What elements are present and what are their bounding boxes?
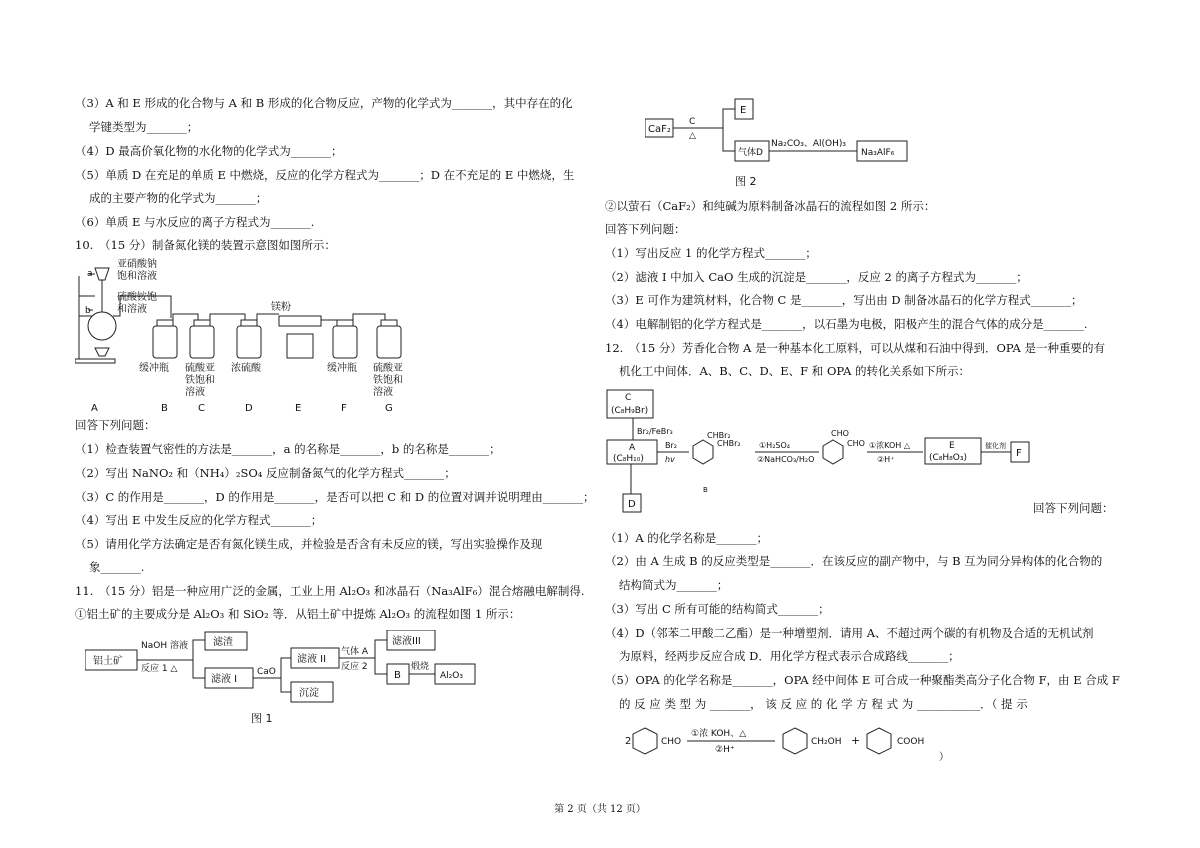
box-na3alf6: Na₃AlF₆	[861, 148, 895, 158]
bottle-f	[333, 320, 357, 358]
coef-2: 2	[625, 736, 632, 747]
q11b-line-1: ②以萤石（CaF₂）和纯碱为原料制备冰晶石的流程如图 2 所示：	[605, 199, 936, 213]
q12-line-5: （4）D（邻苯二甲酸二乙酯）是一种增塑剂．请用 A、不超过两个碳的有机物及合适的无机试剂	[605, 626, 1094, 640]
q10-title: 10. （15 分）制备氮化镁的装置示意图如图所示：	[75, 238, 336, 252]
answer-hint: 回答下列问题：	[1033, 501, 1114, 515]
compound-c-formula: (C₈H₉Br)	[611, 406, 649, 416]
box-bauxite: 铝土矿	[93, 656, 123, 667]
q11-line-2: ①铝土矿的主要成分是 Al₂O₃ 和 SiO₂ 等．从铝土矿中提炼 Al₂O₃ 的流程如图 1 所示：	[75, 607, 521, 621]
letter-b: B	[161, 403, 168, 414]
hint-plus: +	[851, 734, 861, 747]
q9-line-4: （5）单质 D 在充足的单质 E 中燃烧，反应的化学方程式为_______；D 在不充足的 E 中燃烧，生	[75, 168, 575, 182]
reagent-br2-febr3: Br₂/FeBr₃	[637, 427, 673, 436]
benzene-ring-2	[783, 728, 807, 754]
b-group-2: CHBr₂	[717, 439, 741, 448]
bottle-d	[237, 320, 261, 358]
q9-line-2: 学键类型为_______；	[89, 120, 199, 134]
hint-equation	[625, 720, 985, 770]
label-a: a	[87, 269, 93, 279]
benzene-ring-1	[633, 728, 657, 754]
label-nh4-2: 和溶液	[117, 304, 147, 315]
opa-group-2: CHO	[847, 439, 865, 448]
reagent-h-plus: ②H⁺	[877, 455, 895, 464]
q10-line-6: 象_______.	[89, 560, 145, 574]
q10-line-4: （4）写出 E 中发生反应的化学方程式_______；	[75, 513, 323, 527]
q10-line-3: （3）C 的作用是_______，D 的作用是_______，是否可以把 C 和 D 的位置对调并说明理由_______；	[75, 490, 595, 504]
compound-e-label: E	[949, 441, 955, 451]
letter-f: F	[341, 403, 347, 414]
box-filtrate-1: 滤液 I	[211, 674, 238, 685]
caption-c-3: 溶液	[185, 387, 205, 398]
q11b-line-4: （2）滤液 I 中加入 CaO 生成的沉淀是_______，反应 2 的离子方程式为_______；	[605, 270, 1028, 284]
caption-b: 缓冲瓶	[139, 363, 169, 374]
compound-a-label: A	[629, 443, 636, 453]
tube-e	[279, 316, 321, 358]
q12-line-3: 结构简式为_______；	[619, 578, 729, 592]
reagent-nahco3: ②NaHCO₃/H₂O	[757, 455, 815, 464]
hint-close-paren: ）	[939, 752, 949, 763]
caption-g-1: 硫酸亚	[373, 363, 403, 374]
compound-f: F	[1016, 448, 1022, 459]
caption-c-2: 铁饱和	[185, 375, 215, 386]
compound-d: D	[628, 499, 636, 510]
arrow-na2co3: Na₂CO₃、Al(OH)₃	[771, 139, 846, 149]
arrow-c: C	[689, 117, 696, 127]
q11b-line-3: （1）写出反应 1 的化学方程式_______；	[605, 246, 817, 260]
letter-c: C	[198, 403, 205, 414]
letter-a: A	[91, 403, 98, 414]
q12-line-6: 为原料，经两步反应合成 D．用化学方程式表示合成路线_______；	[619, 649, 960, 663]
box-filtrate-3: 滤液III	[392, 636, 421, 647]
hint-cond-1: ①浓 KOH、△	[691, 729, 747, 739]
reagent-h2so4: ①H₂SO₄	[759, 441, 790, 450]
bottle-g	[377, 320, 401, 358]
letter-e: E	[295, 403, 302, 414]
caption-f: 缓冲瓶	[327, 363, 357, 374]
compound-a-formula: (C₈H₁₀)	[613, 454, 644, 464]
q12-line-1: （1）A 的化学名称是_______；	[605, 531, 769, 545]
q12-intro-2: 机化工中间体．A、B、C、D、E、F 和 OPA 的转化关系如下所示：	[619, 364, 971, 378]
compound-b-label: B	[703, 486, 708, 494]
box-al2o3: Al₂O₃	[440, 671, 463, 681]
box-e: E	[740, 105, 747, 116]
apparatus-figure	[75, 256, 425, 416]
reagent-hv: hv	[665, 455, 675, 464]
caption-d: 浓硫酸	[231, 363, 261, 374]
figure-1-flowchart	[85, 630, 485, 730]
arrow-heat: △	[689, 131, 696, 141]
q9-line-6: （6）单质 E 与水反应的离子方程式为_______.	[75, 215, 315, 229]
compound-e-formula: (C₈H₈O₃)	[929, 453, 967, 463]
hint-ch2oh: CH₂OH	[811, 737, 842, 747]
box-residue: 滤渣	[213, 637, 233, 648]
opa-ring	[823, 440, 843, 464]
q10-prompt: 回答下列问题：	[75, 418, 156, 432]
q11b-line-2: 回答下列问题：	[605, 222, 686, 236]
hint-cho: CHO	[661, 737, 682, 747]
letter-g: G	[385, 403, 393, 414]
reagent-koh: ①浓KOH △	[869, 441, 910, 450]
bottle-b	[153, 320, 177, 358]
box-b: B	[394, 670, 401, 681]
caption-g-3: 溶液	[373, 387, 393, 398]
compound-c-label: C	[625, 393, 632, 403]
q9-line-5: 成的主要产物的化学式为_______；	[89, 191, 268, 205]
q10-line-2: （2）写出 NaNO₂ 和（NH₄）₂SO₄ 反应制备氮气的化学方程式_______；	[75, 466, 456, 480]
caption-c-1: 硫酸亚	[185, 363, 215, 374]
label-mg: 镁粉	[271, 302, 291, 313]
hint-cond-2: ②H⁺	[715, 745, 735, 755]
q11b-line-6: （4）电解制铝的化学方程式是_______，以石墨为电极，阳极产生的混合气体的成分是_______.	[605, 317, 1088, 331]
reagent-br2: Br₂	[665, 441, 677, 450]
hint-cooh: COOH	[897, 737, 925, 747]
arrow-cao: CaO	[257, 667, 276, 677]
letter-d: D	[245, 403, 253, 414]
q9-line-3: （4）D 最高价氧化物的水化物的化学式为_______；	[75, 144, 343, 158]
arrow-naoh: NaOH 溶液	[141, 641, 188, 651]
reagent-catalyst: 催化剂	[985, 442, 1006, 450]
bottle-c	[190, 320, 214, 358]
q12-line-2: （2）由 A 生成 B 的反应类型是_______．在该反应的副产物中，与 B 互为同分异构体的化合物的	[605, 554, 1103, 568]
reaction-scheme	[605, 388, 1045, 516]
q10-line-1: （1）检查装置气密性的方法是_______，a 的名称是_______，b 的名称是_______；	[75, 442, 501, 456]
arrow-reaction-1: 反应 1 △	[141, 664, 178, 674]
q12-intro-1: 12. （15 分）芳香化合物 A 是一种基本化工原料，可以从煤和石油中得到．OPA 是一种重要的有	[605, 341, 1106, 355]
arrow-calcine: 煅烧	[411, 662, 430, 672]
q12-line-8: 的 反 应 类 型 为 _______， 该 反 应 的 化 学 方 程 式 为 ___________．（ 提 示	[619, 697, 1028, 711]
q9-line-1: （3）A 和 E 形成的化合物与 A 和 B 形成的化合物反应，产物的化学式为_______，其中存在的化	[75, 96, 573, 110]
b-group-1: CHBr₂	[707, 431, 731, 440]
opa-group-1: CHO	[831, 429, 849, 438]
q10-line-5: （5）请用化学方法确定是否有氮化镁生成，并检验是否含有未反应的镁，写出实验操作及现	[75, 537, 543, 551]
arrow-gas-a: 气体 A	[341, 647, 369, 657]
q12-line-7: （5）OPA 的化学名称是_______，OPA 经中间体 E 可合成一种聚酯类高分子化合物 F，由 E 合成 F	[605, 673, 1120, 687]
label-nano2-2: 饱和溶液	[117, 271, 157, 282]
box-gas-d: 气体D	[738, 148, 763, 158]
label-b: b	[85, 306, 91, 316]
box-precipitate: 沉淀	[299, 688, 319, 699]
q11-line-1: 11. （15 分）铝是一种应用广泛的金属，工业上用 Al₂O₃ 和冰晶石（Na₃AlF₆）混合熔融电解制得.	[75, 584, 585, 598]
benzene-ring-3	[867, 728, 891, 754]
q12-line-4: （3）写出 C 所有可能的结构简式_______；	[605, 602, 830, 616]
page-footer: 第 2 页（共 12 页）	[554, 804, 646, 815]
label-nano2: 亚硝酸钠	[117, 259, 157, 270]
compound-b-ring	[693, 440, 713, 464]
figure-2-caption: 图 2	[735, 175, 757, 188]
caption-g-2: 铁饱和	[373, 375, 403, 386]
label-nh4: 硫酸铵饱	[117, 292, 157, 303]
box-filtrate-2: 滤液 II	[297, 654, 327, 665]
box-caf2: CaF₂	[648, 124, 671, 135]
figure-1-caption: 图 1	[251, 712, 273, 725]
arrow-reaction-2: 反应 2	[341, 662, 368, 672]
figure-2-flowchart	[645, 95, 945, 190]
q11b-line-5: （3）E 可作为建筑材料，化合物 C 是_______，写出由 D 制备冰晶石的化学方程式_______；	[605, 293, 1083, 307]
